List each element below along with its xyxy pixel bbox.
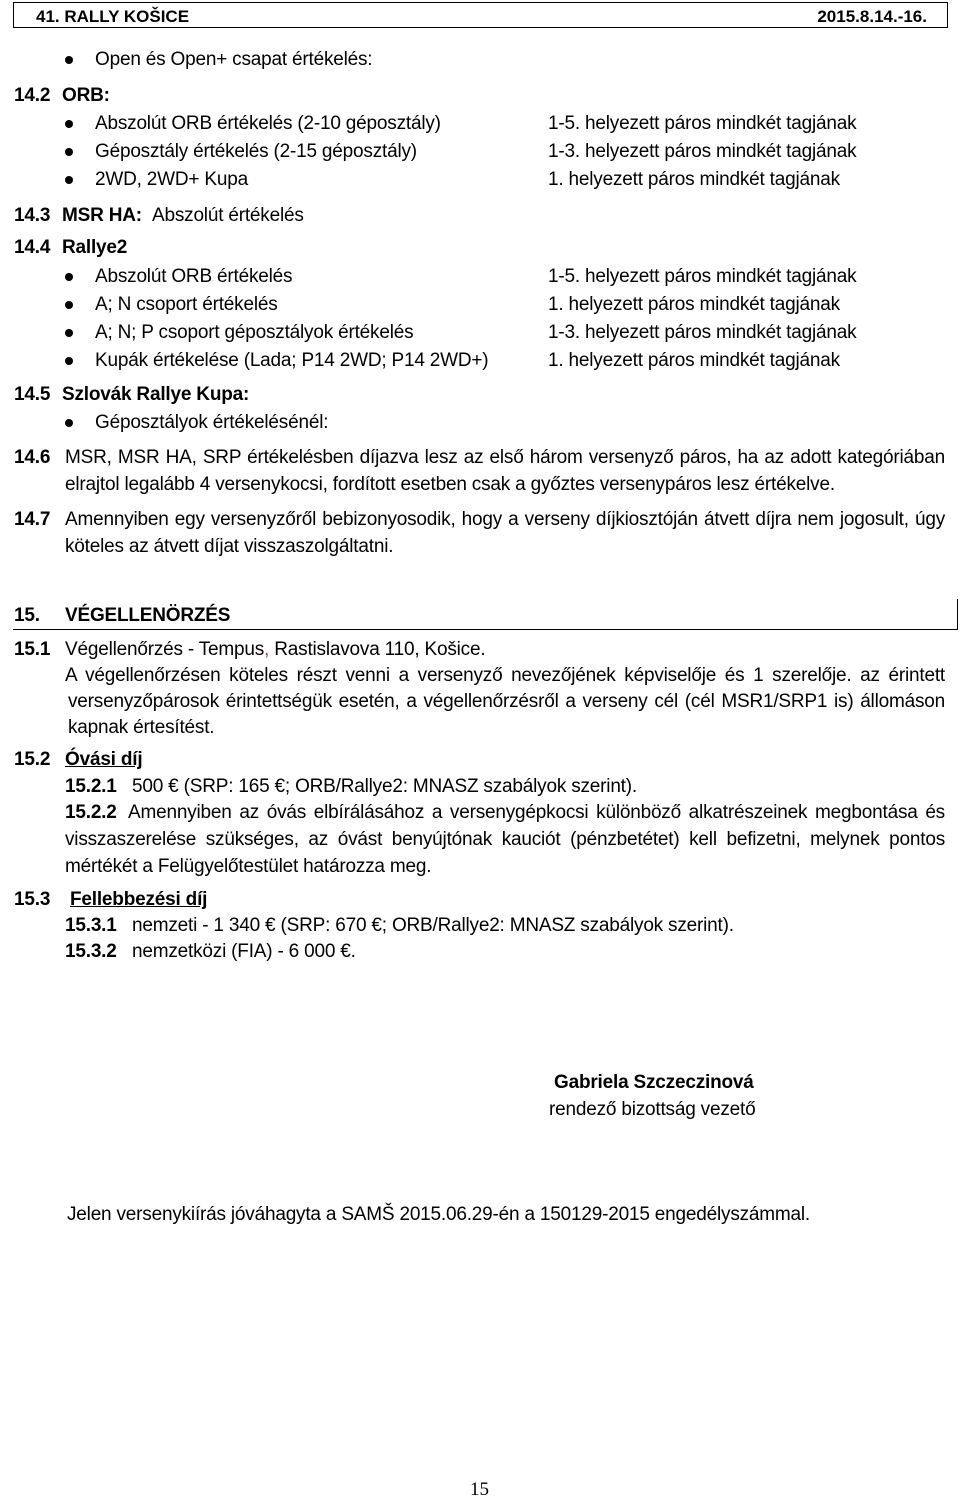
inspection-comma: , (264, 639, 270, 660)
section-title: Szlovák Rallye Kupa: (62, 384, 250, 405)
list-item-value: 1-3. helyezett páros mindkét tagjának (548, 322, 857, 343)
subsection-number: 15.2.1 (65, 776, 117, 797)
section-number: 15. (14, 605, 40, 626)
page-header (13, 2, 948, 28)
section-title: Fellebbezési díj (70, 889, 208, 910)
list-item-label: 2WD, 2WD+ Kupa (95, 169, 248, 190)
section-number: 15.1 (14, 639, 51, 660)
bullet-icon (65, 329, 73, 337)
section-number: 14.6 (14, 447, 51, 468)
list-item-label: Abszolút ORB értékelés (95, 266, 293, 287)
section-number: 14.4 (14, 237, 51, 258)
signature-role: rendező bizottság vezető (549, 1099, 756, 1120)
section-number: 15.2 (14, 749, 51, 770)
list-item-value: 1. helyezett páros mindkét tagjának (548, 169, 840, 190)
bullet-icon (65, 273, 73, 281)
paragraph-line: köteles az átvett díjat visszaszolgáltatni. (65, 536, 394, 557)
list-item-label: Géposztályok értékelésénél: (95, 412, 329, 433)
header-date: 2015.8.14.-16. (817, 7, 927, 26)
bullet-icon (65, 176, 73, 184)
bullet-icon (65, 357, 73, 365)
inspection-lead: Végellenőrzés - Tempus (65, 639, 265, 660)
paragraph-line: A végellenőrzésen köteles részt venni a versenyző nevezőjének képviselője és 1 szerelője. az érintett (65, 665, 945, 686)
list-item-label: Abszolút ORB értékelés (2-10 géposztály) (95, 113, 441, 134)
section-title: ORB: (62, 85, 110, 106)
paragraph-line: kapnak értesítést. (68, 717, 215, 738)
list-item-label: A; N csoport értékelés (95, 294, 278, 315)
list-item-value: 1-3. helyezett páros mindkét tagjának (548, 141, 857, 162)
list-item-label: Kupák értékelése (Lada; P14 2WD; P14 2WD+) (95, 350, 489, 371)
bullet-icon (65, 419, 73, 427)
list-item-value: 1. helyezett páros mindkét tagjának (548, 294, 840, 315)
list-item-value: 1-5. helyezett páros mindkét tagjának (548, 113, 857, 134)
list-item-label: A; N; P csoport géposztályok értékelés (95, 322, 414, 343)
section-title: Óvási díj (65, 749, 143, 770)
list-item-value: 1. helyezett páros mindkét tagjának (548, 350, 840, 371)
inspection-address: Rastislavova 110, Košice. (269, 639, 486, 660)
bullet-icon (65, 56, 73, 64)
subsection-text: nemzeti - 1 340 € (SRP: 670 €; ORB/Rallye2: MNASZ szabályok szerint). (132, 915, 734, 936)
section-number: 14.7 (14, 509, 51, 530)
section-title: MSR HA: (62, 205, 142, 226)
subsection-text: nemzetközi (FIA) - 6 000 €. (132, 941, 356, 962)
section-text: Abszolút értékelés (152, 205, 304, 226)
paragraph-line: Amennyiben egy versenyzőről bebizonyosodik, hogy a verseny díjkiosztóján átvett díjra nem jogosult, úgy (65, 509, 945, 530)
paragraph-line: mértékét a Felügyelőtestület határozza meg. (65, 856, 432, 877)
paragraph-line: elrajtol legalább 4 versenykocsi, fordított esetben csak a győztes versenypáros lesz értékelve. (65, 474, 835, 495)
section-number: 14.2 (14, 85, 51, 106)
section-number: 14.5 (14, 384, 51, 405)
bullet-icon (65, 120, 73, 128)
list-item-label: Géposztály értékelés (2-15 géposztály) (95, 141, 417, 162)
section-number: 14.3 (14, 205, 51, 226)
paragraph-line: versenyzőpárosok érintettségük esetén, a végellenőrzésről a verseny cél (cél MSR1/SRP1 is) állomáson (68, 691, 945, 712)
list-item-value: 1-5. helyezett páros mindkét tagjának (548, 266, 857, 287)
section-title: Rallye2 (62, 237, 128, 258)
header-title: 41. RALLY KOŠICE (36, 7, 190, 26)
paragraph-line: visszaszerelése szükséges, az óvást benyújtónak kauciót (pénzbetétet) kell befizetni, melynek pontos (65, 829, 945, 850)
page-number: 15 (470, 1479, 489, 1500)
bullet-icon (65, 301, 73, 309)
approval-line: Jelen versenykiírás jóváhagyta a SAMŠ 2015.06.29-én a 150129-2015 engedélyszámmal. (67, 1204, 811, 1225)
subsection-number: 15.3.1 (65, 915, 117, 936)
open-team-line: Open és Open+ csapat értékelés: (95, 49, 373, 70)
inspection-location (65, 638, 485, 662)
section-title: VÉGELLENÖRZÉS (65, 605, 231, 626)
section-number: 15.3 (14, 889, 51, 910)
subsection-number: 15.3.2 (65, 941, 117, 962)
paragraph-line: MSR, MSR HA, SRP értékelésben díjazva lesz az első három versenyző páros, ha az adott kategóriában (65, 447, 945, 468)
bullet-icon (65, 148, 73, 156)
paragraph-line: Amennyiben az óvás elbírálásához a versenygépkocsi különböző alkatrészeinek megbontása és (128, 802, 945, 823)
subsection-text: 500 € (SRP: 165 €; ORB/Rallye2: MNASZ szabályok szerint). (132, 776, 637, 797)
signature-name: Gabriela Szczeczinová (554, 1072, 754, 1093)
subsection-number: 15.2.2 (65, 802, 117, 823)
